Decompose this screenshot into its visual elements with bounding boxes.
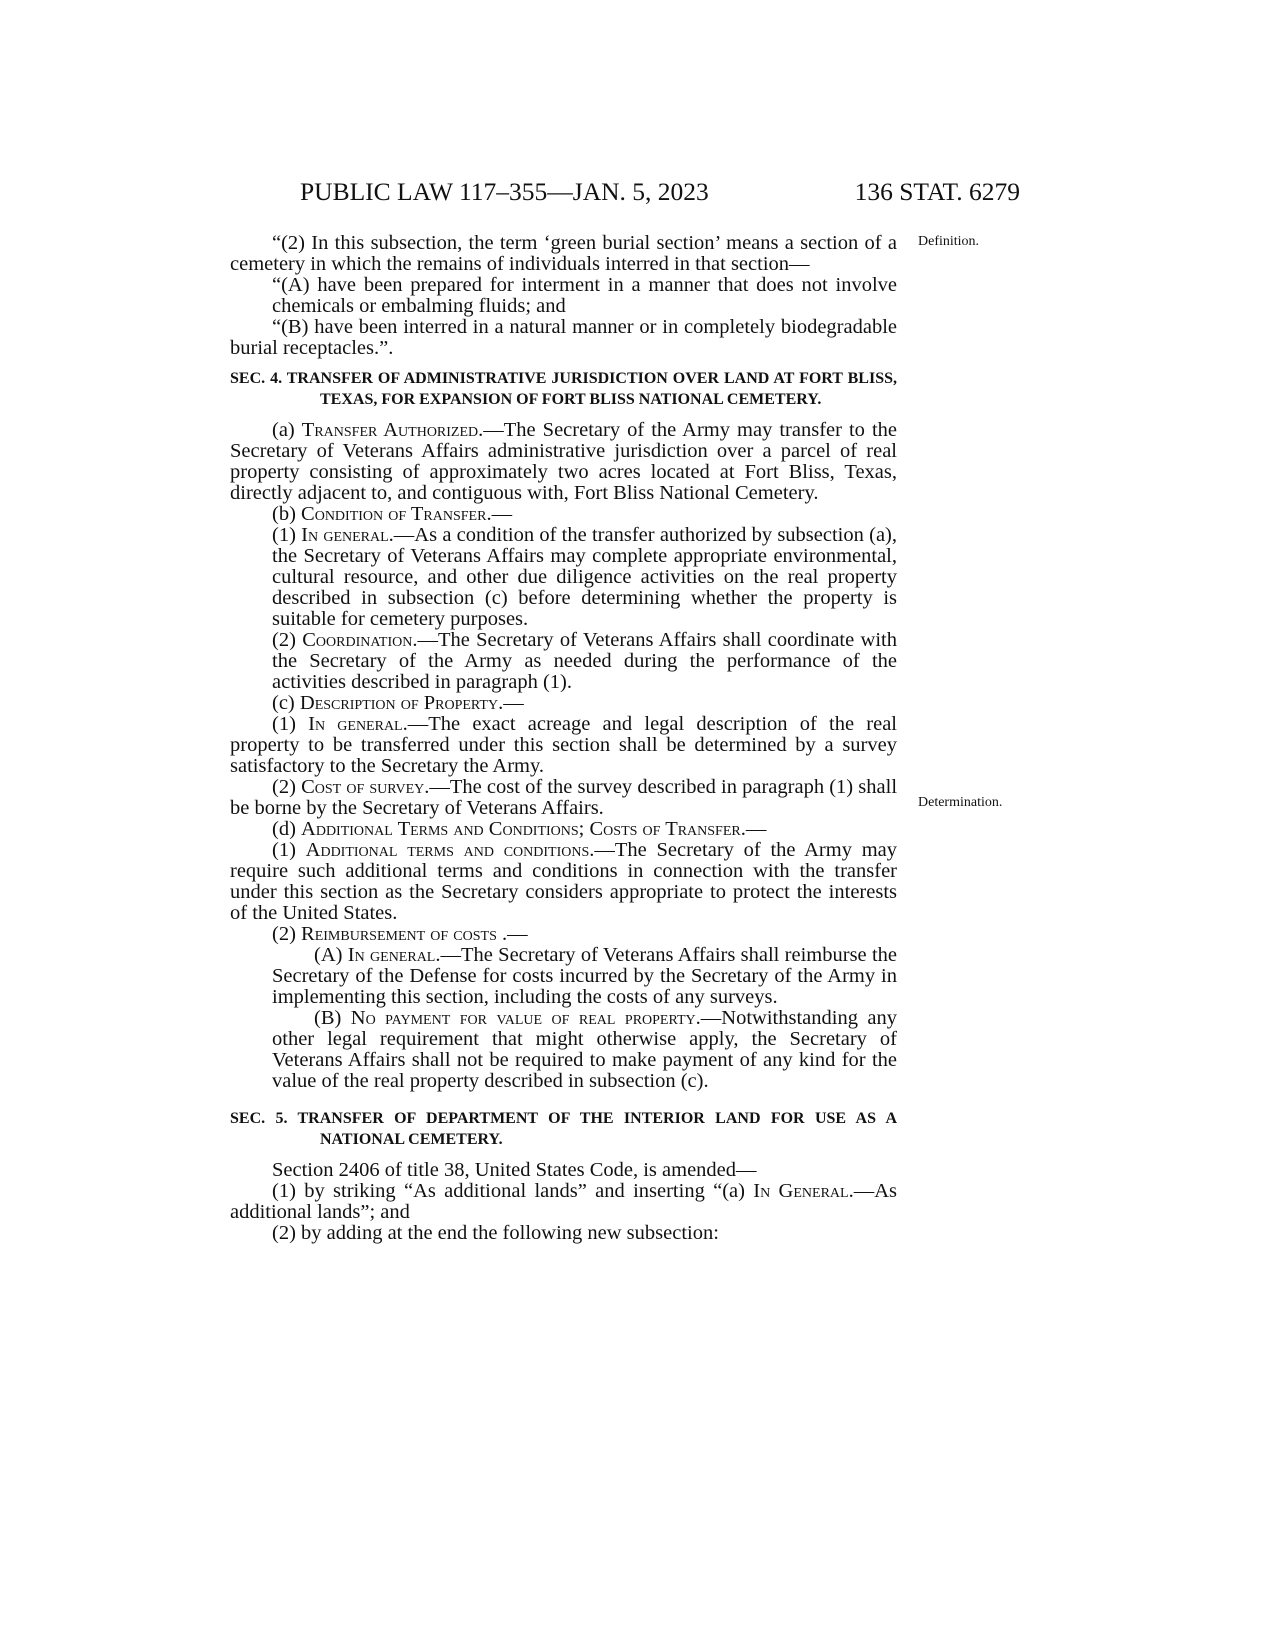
- green-burial-clause-b: “(B) have been interred in a natural manner or in completely biodegradable burial receptacles.”.: [230, 316, 897, 359]
- section-5-paragraph-1: (1) by striking “As additional lands” and inserting “(a) In General.—As additional lands”; and: [230, 1180, 897, 1223]
- subsection-b-paragraph-2: (2) Coordination.—The Secretary of Veterans Affairs shall coordinate with the Secretary of the Army as needed during the performance of the activities described in paragraph (1).: [272, 629, 897, 693]
- public-law-citation: PUBLIC LAW 117–355—JAN. 5, 2023: [300, 177, 709, 206]
- subsection-d: (d) Additional Terms and Conditions; Costs of Transfer.—: [272, 818, 767, 840]
- subsection-c-paragraph-2: (2) Cost of survey.—The cost of the survey described in paragraph (1) shall be borne by the Secretary of Veterans Affairs.: [230, 776, 898, 819]
- green-burial-definition: “(2) In this subsection, the term ‘green burial section’ means a section of a cemetery in which the remains of individuals interred in that section—: [230, 232, 897, 275]
- subsection-d-paragraph-2-subparagraph-b: (B) No payment for value of real property.—Notwithstanding any other legal requirement that might otherwise apply, the Secretary of Veterans Affairs shall not be required to make payment of any kind for the value of the real property described in subsection (c).: [272, 1007, 898, 1092]
- statute-page-number: 136 STAT. 6279: [854, 177, 1020, 206]
- subsection-c-paragraph-1: (1) In general.—The exact acreage and legal description of the real property to be transferred under this section shall be determined by a survey satisfactory to the Secretary the Army.: [230, 713, 897, 777]
- subsection-c: (c) Description of Property.—: [272, 692, 524, 714]
- sidenote-definition: Definition.: [918, 234, 980, 249]
- subsection-a: (a) Transfer Authorized.—The Secretary of the Army may transfer to the Secretary of Veterans Affairs administrative jurisdiction over a parcel of real property consisting of approximately two acres located at Fort Bliss, Texas, directly adjacent to, and contiguous with, Fort Bliss National Cemetery.: [230, 419, 897, 504]
- subsection-b-paragraph-1: (1) In general.—As a condition of the transfer authorized by subsection (a), the Secretary of Veterans Affairs may complete appropriate environmental, cultural resource, and other due diligence activities on the real property described in subsection (c) before determining whether the property is suitable for cemetery purposes.: [272, 524, 897, 630]
- section-4-heading: SEC. 4. TRANSFER OF ADMINISTRATIVE JURISDICTION OVER LAND AT FORT BLISS, TEXAS, FOR EXPANSION OF FORT BLISS NATIONAL CEMETERY.: [230, 370, 897, 408]
- section-5-heading: SEC. 5. TRANSFER OF DEPARTMENT OF THE INTERIOR LAND FOR USE AS A NATIONAL CEMETERY.: [230, 1110, 897, 1148]
- subsection-b: (b) Condition of Transfer.—: [272, 503, 513, 525]
- section-5-intro: Section 2406 of title 38, United States Code, is amended—: [272, 1159, 757, 1181]
- running-header: [300, 176, 1020, 208]
- statute-body: [230, 233, 897, 1244]
- sidenote-determination: Determination.: [918, 795, 1003, 810]
- subsection-d-paragraph-1: (1) Additional terms and conditions.—The Secretary of the Army may require such additional terms and conditions in connection with the transfer under this section as the Secretary considers appropriate to protect the interests of the United States.: [230, 839, 897, 924]
- green-burial-clause-a: “(A) have been prepared for interment in a manner that does not involve chemicals or embalming fluids; and: [272, 274, 897, 317]
- subsection-d-paragraph-2: (2) Reimbursement of costs .—: [272, 923, 528, 945]
- subsection-d-paragraph-2-subparagraph-a: (A) In general.—The Secretary of Veterans Affairs shall reimburse the Secretary of the Defense for costs incurred by the Secretary of the Army in implementing this section, including the costs of any surveys.: [272, 944, 897, 1008]
- section-5-paragraph-2: (2) by adding at the end the following new subsection:: [272, 1222, 719, 1244]
